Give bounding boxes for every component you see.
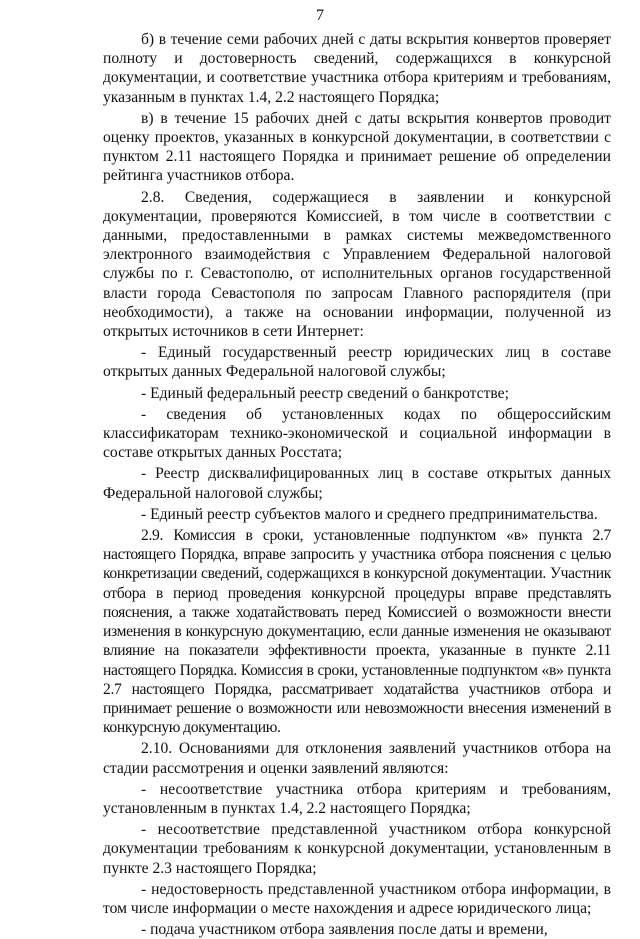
paragraph-2-9: 2.9. Комиссия в сроки, установленные подпунктом «в» пункта 2.7 настоящего Порядка, вправе запросить у участника отбора пояснения с целью конкретизации сведений, содержащихся в конкурсной документации. Участник отбора в период проведения конкурсной процедуры вправе представлять пояснения, а также ходатайствовать перед Комиссией о возможности внести изменения в конкурсную документацию, если данные изменения не оказывают влияние на показатели эффективности проекта, указанные в пункте 2.11 настоящего Порядка. Комиссия в сроки, установленные подпунктом «в» пункта 2.7 настоящего Порядка, рассматривает ходатайства участников отбора и принимает решение о возможности или невозможности внесения изменений в конкурсную документацию. bbox=[103, 527, 611, 737]
list-item-criteria-mismatch: - несоответствие участника отбора критериям и требованиям, установленным в пунктах 1.4, 2.2 настоящего Порядка; bbox=[103, 780, 611, 817]
paragraph-2-8: 2.8. Сведения, содержащиеся в заявлении и конкурсной документации, проверяются Комиссией, в том числе в соответствии с данными, предоставленными в рамках системы межведомственного электронного взаимодействия с Управлением Федеральной налоговой службы по г. Севастополю, от исполнительных органов государственной власти города Севастополя по запросам Главного распорядителя (при необходимости), а также на основании информации, полученной из открытых источников в сети Интернет: bbox=[103, 188, 611, 341]
list-item-unreliable-info: - недостоверность представленной участником отбора информации, в том числе информации о месте нахождения и адресе юридического лица; bbox=[103, 880, 611, 917]
list-item-disqualified-registry: - Реестр дисквалифицированных лиц в составе открытых данных Федеральной налоговой службы; bbox=[103, 465, 611, 502]
list-item-classifier-codes: - сведения об установленных кодах по общероссийским классификаторам технико-экономической и социальной информации в составе открытых данных Росстата; bbox=[103, 405, 611, 462]
paragraph-7b: б) в течение семи рабочих дней с даты вскрытия конвертов проверяет полноту и достоверность сведений, содержащихся в конкурсной документации, и соответствие участника отбора критериям и требованиям, указанным в пунктах 1.4, 2.2 настоящего Порядка; bbox=[103, 31, 611, 106]
list-item-late-submission: - подача участником отбора заявления после даты и времени, bbox=[141, 921, 548, 939]
paragraph-7v: в) в течение 15 рабочих дней с даты вскрытия конвертов проводит оценку проектов, указанных в конкурсной документации, в соответствии с пунктом 2.11 настоящего Порядка и принимает решение об определении рейтинга участников отбора. bbox=[103, 109, 611, 185]
list-item-documentation-mismatch: - несоответствие представленной участником отбора конкурсной документации требованиям к конкурсной документации, установленным в пункте 2.3 настоящего Порядка; bbox=[103, 821, 611, 877]
paragraph-2-10: 2.10. Основаниями для отклонения заявлений участников отбора на стадии рассмотрения и оценки заявлений являются: bbox=[103, 740, 611, 777]
page-number: 7 bbox=[316, 7, 324, 24]
list-item-egrul: - Единый государственный реестр юридических лиц в составе открытых данных Федеральной налоговой службы; bbox=[103, 344, 611, 381]
list-item-sme-registry: - Единый реестр субъектов малого и среднего предпринимательства. bbox=[141, 505, 598, 523]
list-item-bankruptcy-registry: - Единый федеральный реестр сведений о банкротстве; bbox=[141, 384, 509, 402]
document-body bbox=[103, 30, 611, 939]
